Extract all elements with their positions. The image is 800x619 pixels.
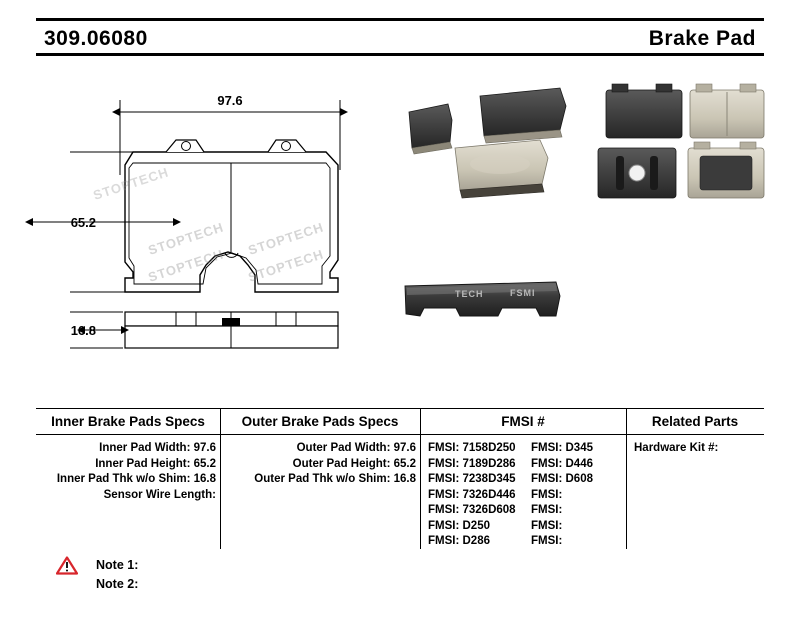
pad-photo-edge xyxy=(405,282,560,316)
fmsi-item: FMSI: 7326D446 xyxy=(428,488,516,501)
fmsi-item: FMSI: D250 xyxy=(428,519,490,532)
inner-pad-width-label: Inner Pad Width: xyxy=(99,442,191,454)
svg-text:STOPTECH: STOPTECH xyxy=(91,164,171,203)
outer-pad-width-value: 97.6 xyxy=(393,442,416,454)
inner-pad-thickness-label: Inner Pad Thk w/o Shim: xyxy=(56,473,191,485)
hardware-kit-row: Hardware Kit #: xyxy=(634,442,719,454)
dimension-thickness-label: 16.8 xyxy=(70,323,96,338)
specs-tables xyxy=(36,409,764,549)
sensor-wire-length-label: Sensor Wire Length: xyxy=(103,488,216,501)
outer-pad-thickness-label: Outer Pad Thk w/o Shim: xyxy=(254,473,391,485)
outer-pad-height-row xyxy=(220,457,420,473)
inner-pad-thickness-value: 16.8 xyxy=(193,473,216,485)
dimension-width-label: 97.6 xyxy=(217,93,243,108)
inner-pad-height-value: 65.2 xyxy=(193,457,216,470)
fmsi-item: FMSI: D446 xyxy=(531,457,593,470)
svg-text:STOPTECH: STOPTECH xyxy=(246,219,326,258)
pad-edge-view xyxy=(125,312,338,348)
fmsi-heading: FMSI # xyxy=(420,409,626,435)
note-2-row xyxy=(52,575,352,594)
svg-text:STOPTECH: STOPTECH xyxy=(246,246,326,285)
fmsi-right-list xyxy=(523,441,626,550)
dimension-height-label: 65.2 xyxy=(70,215,96,230)
svg-text:STOPTECH: STOPTECH xyxy=(146,246,226,285)
outer-pad-height-value: 65.2 xyxy=(393,457,416,470)
inner-pad-height-label: Inner Pad Height: xyxy=(95,457,191,470)
inner-specs-column xyxy=(36,409,220,549)
outer-pad-width-label: Outer Pad Width: xyxy=(296,442,391,454)
outer-pad-thickness-row xyxy=(220,472,420,488)
part-number: 309.06080 xyxy=(44,27,148,50)
outer-specs-column xyxy=(220,409,420,549)
fmsi-item: FMSI: D608 xyxy=(531,473,593,485)
fmsi-item: FMSI: xyxy=(531,488,563,501)
inner-pad-width-row xyxy=(36,441,220,457)
fmsi-item: FMSI: D286 xyxy=(428,535,490,547)
related-parts-heading: Related Parts xyxy=(626,409,764,435)
outer-pad-height-label: Outer Pad Height: xyxy=(292,457,391,470)
technical-drawing xyxy=(0,60,800,390)
svg-text:TECH: TECH xyxy=(455,289,484,299)
pad-photo-group-left xyxy=(409,88,566,198)
svg-text:FSMI: FSMI xyxy=(510,288,536,298)
fmsi-item: FMSI: D345 xyxy=(531,442,593,454)
fmsi-left-list xyxy=(420,441,523,550)
fmsi-item: FMSI: xyxy=(531,519,563,532)
page-title: Brake Pad xyxy=(648,27,756,50)
fmsi-item: FMSI: xyxy=(531,535,563,547)
inner-pad-height-row xyxy=(36,457,220,473)
svg-text:STOPTECH: STOPTECH xyxy=(146,219,226,258)
fmsi-item: FMSI: 7189D286 xyxy=(428,457,516,470)
fmsi-item: FMSI: 7158D250 xyxy=(428,442,516,454)
fmsi-item: FMSI: xyxy=(531,504,563,516)
fmsi-item: FMSI: 7238D345 xyxy=(428,473,516,485)
fmsi-column xyxy=(420,409,626,549)
inner-pad-width-value: 97.6 xyxy=(193,442,216,454)
warning-icon xyxy=(56,556,78,575)
pad-photo-group-right xyxy=(598,84,764,198)
sensor-wire-length-row xyxy=(36,488,220,504)
inner-pad-thickness-row xyxy=(36,472,220,488)
outer-pad-width-row xyxy=(220,441,420,457)
document-header xyxy=(36,18,764,56)
notes-section xyxy=(52,556,352,594)
fmsi-item: FMSI: 7326D608 xyxy=(428,504,516,516)
note-2-label: Note 2: xyxy=(96,577,139,591)
note-1-label: Note 1: xyxy=(96,558,139,572)
inner-specs-heading: Inner Brake Pads Specs xyxy=(36,409,220,435)
related-parts-column xyxy=(626,409,764,549)
outer-specs-heading: Outer Brake Pads Specs xyxy=(220,409,420,435)
note-1-row xyxy=(52,556,352,575)
outer-pad-thickness-value: 16.8 xyxy=(393,473,416,485)
